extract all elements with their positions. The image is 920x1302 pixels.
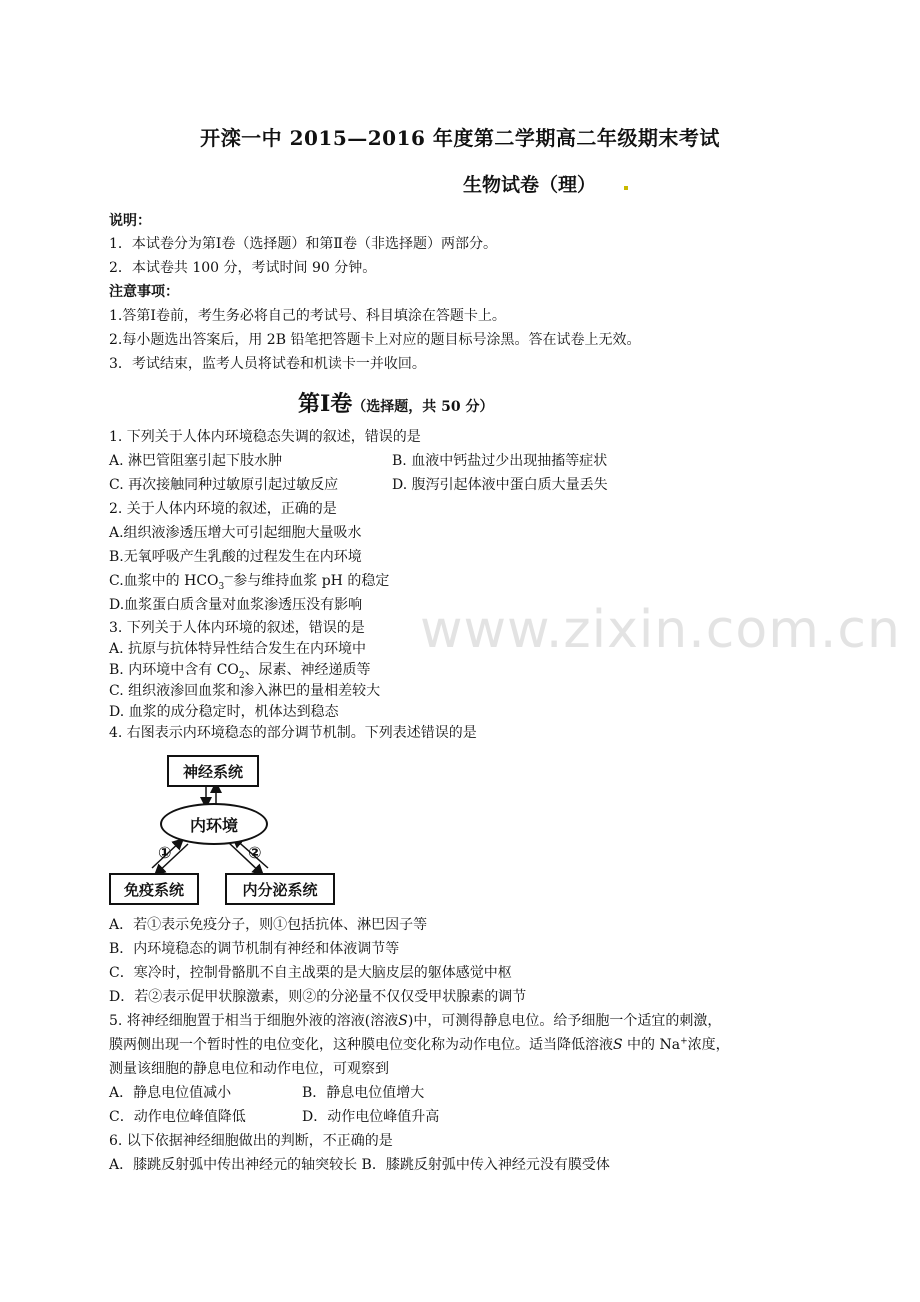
option-text: 、尿素、神经递质等: [244, 662, 371, 678]
option: A．若①表示免疫分子，则①包括抗体、淋巴因子等: [109, 917, 428, 933]
option: B. 血液中钙盐过少出现抽搐等症状: [392, 453, 608, 469]
instructions-label: 说明：: [109, 213, 151, 229]
immune-system-box: 免疫系统: [109, 873, 199, 905]
stem-text: 膜两侧出现一个暂时性的电位变化，这种膜电位变化称为动作电位。适当降低溶液: [109, 1037, 613, 1053]
option: C. 组织液渗回血浆和渗入淋巴的量相差较大: [109, 683, 381, 699]
note-item: 3．考试结束，监考人员将试卷和机读卡一并收回。: [109, 356, 426, 372]
section-heading: [298, 387, 494, 418]
watermark: www.zixin.com.cn: [420, 600, 901, 660]
italic-var: S: [398, 1013, 408, 1029]
section-note: （选择题，共 50 分）: [352, 399, 494, 415]
question-stem: 4. 右图表示内环境稳态的部分调节机制。下列表述错误的是: [109, 725, 477, 741]
subscript: 3: [218, 581, 225, 592]
italic-var: S: [613, 1037, 623, 1053]
stem-text: 浓度，: [687, 1037, 730, 1053]
marker-1: ①: [158, 843, 172, 862]
endocrine-system-box: 内分泌系统: [225, 873, 335, 905]
exam-subtitle: 生物试卷（理）: [463, 174, 597, 196]
superscript: —: [224, 572, 234, 583]
instruction-item: 2．本试卷共 100 分，考试时间 90 分钟。: [109, 260, 377, 276]
option: A. 抗原与抗体特异性结合发生在内环境中: [109, 641, 367, 657]
section-title: 第Ⅰ卷: [298, 391, 353, 417]
option: C．动作电位峰值降低: [109, 1109, 246, 1125]
marker-2: ②: [248, 843, 262, 862]
option: [109, 659, 371, 681]
notes-label: 注意事项：: [109, 284, 179, 300]
option: D．若②表示促甲状腺激素，则②的分泌量不仅仅受甲状腺素的调节: [109, 989, 527, 1005]
question-stem: [109, 1010, 721, 1030]
option: A. 淋巴管阻塞引起下肢水肿: [109, 453, 283, 469]
option-text: C.血浆中的 HCO: [109, 573, 219, 589]
option: A.组织液渗透压增大可引起细胞大量吸水: [109, 525, 362, 541]
option: B.无氧呼吸产生乳酸的过程发生在内环境: [109, 549, 362, 565]
question-stem: 2. 关于人体内环境的叙述，正确的是: [109, 501, 337, 517]
option: D．动作电位峰值升高: [302, 1109, 440, 1125]
decorative-dot: [624, 186, 628, 190]
option: B．内环境稳态的调节机制有神经和体液调节等: [109, 941, 400, 957]
question-stem: 测量该细胞的静息电位和动作电位，可观察到: [109, 1061, 389, 1077]
option-text: B. 内环境中含有 CO: [109, 662, 239, 678]
option: A．静息电位值减小: [109, 1085, 232, 1101]
option: C. 再次接触同种过敏原引起过敏反应: [109, 477, 339, 493]
option: A．膝跳反射弧中传出神经元的轴突较长 B．膝跳反射弧中传入神经元没有膜受体: [109, 1157, 610, 1173]
stem-text: 5. 将神经细胞置于相当于细胞外液的溶液(溶液: [109, 1013, 399, 1029]
question-stem: 3. 下列关于人体内环境的叙述，错误的是: [109, 620, 365, 636]
option: [109, 570, 389, 592]
instruction-item: 1．本试卷分为第Ⅰ卷（选择题）和第Ⅱ卷（非选择题）两部分。: [109, 236, 497, 252]
option: D. 腹泻引起体液中蛋白质大量丢失: [392, 477, 608, 493]
option: D. 血浆的成分稳定时，机体达到稳态: [109, 704, 339, 720]
stem-text: 中的 Na: [622, 1037, 681, 1053]
option-text: 参与维持血浆 pH 的稳定: [233, 573, 390, 589]
note-item: 2.每小题选出答案后，用 2B 铅笔把答题卡上对应的题目标号涂黑。答在试卷上无效。: [109, 332, 641, 348]
exam-title: 开滦一中 2015—2016 年度第二学期高二年级期末考试: [200, 126, 720, 150]
superscript: +: [680, 1036, 688, 1047]
nervous-system-box: 神经系统: [167, 755, 259, 787]
stem-text: )中，可测得静息电位。给予细胞一个适宜的刺激，: [407, 1013, 722, 1029]
option: B．静息电位值增大: [302, 1085, 425, 1101]
subscript: 2: [238, 670, 245, 681]
note-item: 1.答第Ⅰ卷前，考生务必将自己的考试号、科目填涂在答题卡上。: [109, 308, 506, 324]
question-stem: [109, 1034, 730, 1054]
question-stem: 1. 下列关于人体内环境稳态失调的叙述，错误的是: [109, 429, 421, 445]
option: C．寒冷时，控制骨骼肌不自主战栗的是大脑皮层的躯体感觉中枢: [109, 965, 512, 981]
question-stem: 6. 以下依据神经细胞做出的判断，不正确的是: [109, 1133, 393, 1149]
option: D.血浆蛋白质含量对血浆渗透压没有影响: [109, 597, 363, 613]
internal-environment-ellipse: 内环境: [160, 803, 268, 845]
